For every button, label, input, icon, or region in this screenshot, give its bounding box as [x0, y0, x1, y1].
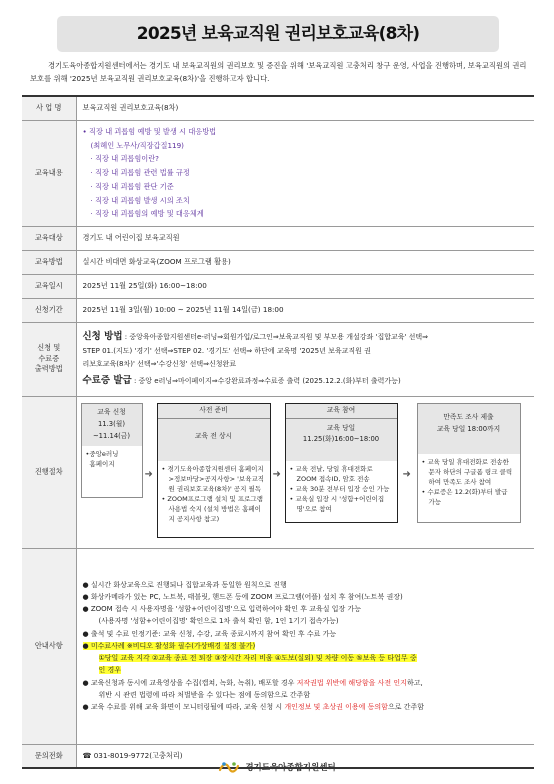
notice-item — [83, 701, 529, 713]
step-attend-top: 교육 참여 — [286, 404, 397, 419]
step-survey — [417, 403, 521, 523]
step-apply-head — [82, 404, 142, 446]
notice-item — [83, 652, 529, 664]
step-prepare-item: • 경기도육아종합지원센터 홈페이지>정보마당>공지사항> '보육교직원 권리보호교육(8차)' 공지 필독 — [161, 464, 265, 493]
notice-text: ● 교육신청과 동시에 교육영상을 수집(캡쳐, 녹화, 녹취), 배포할 경우 — [82, 678, 297, 687]
row-project — [22, 96, 534, 120]
notice-highlight: ①당일 교육 지각 ②교육 종료 전 퇴장 ③장시간 자리 비움 ④도보(실외) 및 차량 이동 ⑤보육 등 타업무 중 — [98, 654, 417, 663]
step-prepare-item: • ZOOM프로그램 설치 및 프로그램 사용법 숙지 (설치 방법은 홈페이지 공지사항 참고) — [161, 495, 263, 524]
label-apply-line: 신청 및 — [37, 343, 61, 353]
row-target — [22, 226, 534, 250]
info-table — [22, 95, 534, 769]
label-project: 사 업 명 — [22, 96, 76, 120]
cert-text: : 중앙 e러닝⇒마이페이지⇒수강완료과정⇒수료증 출력 (2025.12.2.(화)부터 출력가능) — [133, 376, 401, 385]
content-item: · 직장 내 괴롭힘 판단 기준 — [90, 181, 174, 191]
row-date — [22, 274, 534, 298]
footer — [0, 757, 554, 779]
apply-method-line: 리보호교육(8차)' 선택⇒'수강신청' 선택⇒신청완료 — [82, 359, 237, 368]
step-attend-mid-text: 교육 당일 — [326, 423, 356, 432]
row-method — [22, 250, 534, 274]
step-attend-list — [286, 461, 397, 517]
label-apply-line: 출력방법 — [34, 364, 63, 374]
step-survey-deadline: 교육 당일 18:00까지 — [436, 424, 501, 433]
value-notice — [76, 548, 534, 744]
notice-highlight: 인 경우 — [98, 666, 122, 675]
notice-item: ● 출석 및 수료 인정기준: 교육 신청, 수강, 교육 종료시까지 참여 확인 후 수료 가능 — [82, 629, 337, 638]
cert-title: 수료증 발급 — [82, 374, 132, 386]
row-period — [22, 298, 534, 322]
value-apply — [76, 322, 534, 396]
notice-text: ● 교육 수료를 위해 교육 화면이 모니터링될에 따라, 교육 신청 시 — [82, 703, 285, 712]
row-apply — [22, 322, 534, 396]
content-item: · 직장 내 괴롭힘 발생 시의 조치 — [90, 195, 190, 205]
procedure-flow — [77, 398, 535, 546]
value-procedure — [76, 396, 534, 548]
label-notice: 안내사항 — [22, 548, 76, 744]
step-prepare-mid — [158, 419, 270, 461]
step-prepare-top: 사전 준비 — [158, 404, 270, 419]
label-method: 교육방법 — [22, 250, 76, 274]
step-survey-item: • 수료증은 12.2(화)부터 발급 가능 — [421, 488, 508, 507]
step-survey-head — [418, 404, 520, 454]
step-attend-mid-date: 11.25(화)16:00~18:00 — [302, 435, 380, 444]
value-date: 2025년 11월 25일(화) 16:00~18:00 — [76, 274, 534, 298]
label-apply-line: 수료증 — [38, 353, 60, 363]
value-content — [76, 120, 534, 226]
label-procedure: 진행절차 — [22, 396, 76, 548]
apply-method-title: 신청 방법 — [82, 330, 123, 342]
label-date: 교육일시 — [22, 274, 76, 298]
row-notice — [22, 548, 534, 744]
notice-item — [83, 664, 529, 676]
label-content: 교육내용 — [22, 120, 76, 226]
row-content — [22, 120, 534, 226]
org-logo-icon — [218, 761, 240, 775]
label-contact: 문의전화 — [22, 744, 76, 768]
step-attend — [285, 403, 398, 523]
step-apply-text: •중앙e러닝 — [85, 450, 119, 458]
notice-item: ● 실시간 화상교육으로 진행되나 집합교육과 동일한 원칙으로 진행 — [82, 580, 287, 589]
label-apply — [22, 322, 76, 396]
step-survey-title: 만족도 조사 제출 — [443, 413, 494, 421]
page-title: 2025년 보육교직원 권리보호교육(8차) — [136, 23, 420, 44]
label-period: 신청기간 — [22, 298, 76, 322]
value-period: 2025년 11월 3일(월) 10:00 ~ 2025년 11월 14일(금) 18:00 — [76, 298, 534, 322]
step-apply-date: 11.3(월) — [97, 419, 125, 428]
value-contact: ☎ 031-8019-9772(고충처리) — [76, 744, 534, 768]
arrow-right-icon: ➜ — [144, 469, 153, 480]
notice-item — [83, 677, 529, 689]
step-prepare — [157, 403, 271, 538]
notice-item: ● ZOOM 접속 시 사용자명을 '성함+어린이집명'으로 입력하여야 확인 후 교육실 입장 가능 — [82, 605, 362, 614]
step-prepare-list — [158, 461, 270, 527]
step-apply-title: 교육 신청 — [97, 408, 126, 416]
apply-method-line — [83, 329, 529, 346]
step-attend-mid — [286, 419, 397, 461]
notice-item: 위반 시 관련 법령에 따라 처벌받을 수 있다는 점에 동의함으로 간주함 — [98, 690, 311, 699]
row-procedure — [22, 396, 534, 548]
step-apply — [81, 403, 143, 498]
footer-org-name: 경기도육아종합지원센터 — [245, 762, 336, 773]
content-lecturer: (최혜인 노무사/직장갑질119) — [90, 140, 184, 150]
content-item: · 직장 내 괴롭힘이란? — [90, 154, 159, 164]
step-attend-item: • 교육실 입장 시 '성함+어린이집명'으로 참여 — [289, 495, 385, 514]
title-box — [57, 16, 499, 52]
notice-text: 하고, — [406, 678, 423, 687]
step-attend-item: • 교육 전날, 당일 휴대전화로 ZOOM 접속ID, 암호 전송 — [289, 464, 373, 483]
content-item: · 직장 내 괴롭힘 관련 법률 규정 — [90, 168, 190, 178]
value-project: 보육교직원 권리보호교육(8차) — [76, 96, 534, 120]
cert-line — [83, 373, 529, 390]
arrow-right-icon: ➜ — [402, 469, 411, 480]
notice-item — [83, 640, 529, 652]
step-apply-body — [82, 446, 142, 472]
step-survey-list — [418, 454, 520, 510]
step-apply-date: ~11.14(금) — [92, 431, 131, 440]
intro-text: 경기도육아종합지원센터에서는 경기도 내 보육교직원의 권리보호 및 증진을 위해 '보육교직원 고충처리 창구 운영, 사업을 진행하며, 보육교직원의 권리보호를 위해 '2025년 보육교직원 권리보호교육(8차)'을 진행하고자 합니다. — [30, 61, 527, 83]
step-apply-text: 홈페이지 — [89, 460, 115, 469]
notice-text: 으로 간주함 — [387, 703, 424, 712]
notice-warning: 개인정보 및 초상권 이용에 동의함 — [284, 703, 388, 712]
step-survey-item: • 교육 당일 휴대전화로 전송한 문자 하단의 구글폼 링크 클릭하여 만족도 조사 참여 — [421, 458, 513, 487]
step-prepare-mid-text: 교육 전 상시 — [194, 431, 233, 440]
value-target: 경기도 내 어린이집 보육교직원 — [76, 226, 534, 250]
apply-method-text: : 중앙육아종합지원센터e-러닝⇒회원가입/로그인⇒보육교직원 및 부모용 개설강좌 '집합교육' 선택⇒ — [124, 332, 429, 341]
notice-item: (사용자명 '성함+어린이집명' 확인으로 1차 출석 확인 함, 1인 1기기 접속가능) — [98, 617, 339, 626]
notice-highlight: ● 미수료사례 ※비디오 활성화 필수(가상배경 설정 불가) — [82, 641, 256, 650]
label-target: 교육대상 — [22, 226, 76, 250]
notice-item: ● 화상카메라가 있는 PC, 노트북, 태블릿, 핸드폰 등에 ZOOM 프로그램(어플) 설치 후 참여(노트북 권장) — [82, 592, 403, 601]
notice-warning: 저작권법 위반에 해당함을 사전 인지 — [296, 678, 407, 687]
apply-method-line: STEP 01.(지도) '경기' 선택⇒STEP 02. '경기도' 선택⇒ 하단에 교육명 '2025년 보육교직원 권 — [82, 347, 371, 356]
step-attend-item: • 교육 30분 전부터 입장 승인 가능 — [289, 484, 390, 493]
content-item: · 직장 내 괴롭힘의 예방 및 대응체계 — [90, 209, 204, 219]
value-method: 실시간 비대면 화상교육(ZOOM 프로그램 활용) — [76, 250, 534, 274]
content-heading: • 직장 내 괴롭힘 예방 및 발생 시 대응방법 — [82, 127, 217, 137]
arrow-right-icon: ➜ — [272, 469, 281, 480]
